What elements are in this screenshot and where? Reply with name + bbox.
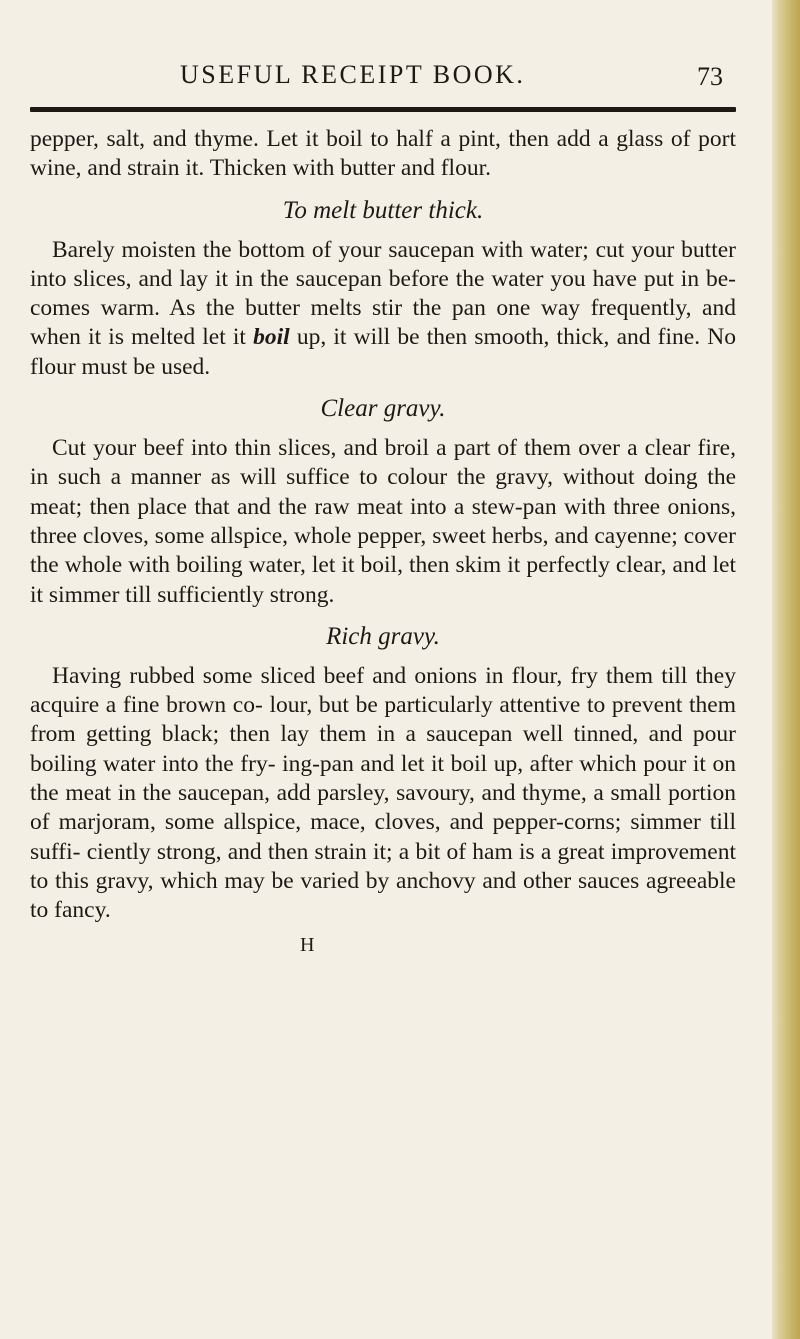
melt-butter-emphasis: boil: [253, 324, 290, 351]
running-title: USEFUL RECEIPT BOOK.: [180, 60, 526, 89]
melt-butter-text-1: Barely moisten the bottom of your saucepan with water; cut your butter into slices, and lay it in the saucepan before the water you have put in be- comes warm. As the butter melts stir the pan one way frequently, and when it is melted let it: [30, 236, 736, 351]
running-head: [0, 60, 800, 100]
melt-butter-paragraph: [30, 236, 736, 382]
heading-rich-gravy: Rich gravy.: [326, 622, 440, 650]
header-rule: [30, 107, 736, 112]
intro-paragraph: pepper, salt, and thyme. Let it boil to half a pint, then add a glass of port wine, and strain it. Thicken with butter and flour.: [30, 126, 736, 182]
heading-melt-butter: To melt butter thick.: [282, 196, 484, 224]
page-body: [30, 125, 736, 926]
signature-mark: H: [300, 934, 316, 956]
page-edge: [772, 0, 800, 1339]
rich-gravy-paragraph: Having rubbed some sliced beef and onions in flour, fry them till they acquire a fine brown co- lour, but be particularly attentive to prevent them from getting black; then lay them in a saucepan well tinned, and pour boiling water into the fry- ing-pan and let it boil up, after which pour it on the meat in the saucepan, add parsley, savoury, and thyme, a small portion of marjoram, some allspice, mace, cloves, and pepper-corns; simmer till suffi- ciently strong, and then strain it; a bit of ham is a great improvement to this gravy, which may be varied by anchovy and other sauces agreeable to fancy.: [30, 662, 736, 924]
melt-butter-text-2: up, it will be then smooth, thick, and fine. No flour must be used.: [30, 324, 736, 380]
heading-clear-gravy: Clear gravy.: [320, 395, 446, 423]
clear-gravy-paragraph: Cut your beef into thin slices, and broil a part of them over a clear fire, in such a manner as will suffice to colour the gravy, without doing the meat; then place that and the raw meat into a stew-pan with three onions, three cloves, some allspice, whole pepper, sweet herbs, and cayenne; cover the whole with boiling water, let it boil, then skim it perfectly clear, and let it simmer till sufficiently strong.: [30, 435, 736, 608]
page-number: 73: [697, 62, 723, 91]
